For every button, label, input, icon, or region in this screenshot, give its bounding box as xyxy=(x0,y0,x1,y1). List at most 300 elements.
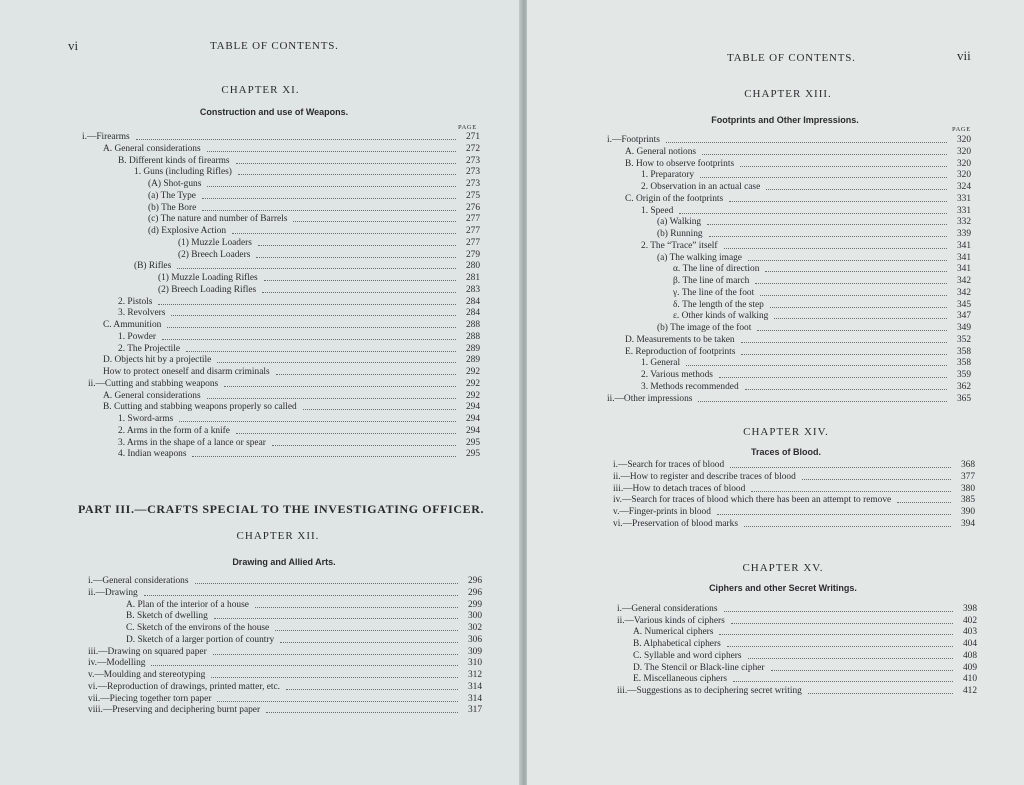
dot-leader xyxy=(167,327,456,328)
dot-leader xyxy=(679,213,947,214)
toc-entry-page: 410 xyxy=(962,674,977,685)
dot-leader xyxy=(202,198,456,199)
dot-leader xyxy=(724,248,947,249)
toc-entry-label: B. Alphabetical ciphers xyxy=(633,639,721,650)
toc-entry xyxy=(118,426,480,437)
dot-leader xyxy=(808,693,953,694)
toc-entry xyxy=(126,611,482,622)
toc-entry xyxy=(613,472,975,483)
toc-entry xyxy=(613,484,975,495)
toc-entry-page: 283 xyxy=(465,284,480,295)
toc-entry-label: ii.—Other impressions xyxy=(607,393,693,404)
toc-entry xyxy=(641,170,971,181)
toc-entry xyxy=(118,308,480,319)
toc-entry xyxy=(625,194,971,205)
toc-entry xyxy=(88,379,480,390)
toc-entry-label: 1. Preparatory xyxy=(641,170,695,181)
toc-entry-page: 299 xyxy=(467,599,482,610)
toc-entry-page: 314 xyxy=(467,693,482,704)
toc-entry-page: 302 xyxy=(467,623,482,633)
toc-entry-label: ii.—How to register and describe traces of blood xyxy=(613,471,796,482)
dot-leader xyxy=(158,304,456,305)
toc-entry-label: A. Plan of the interior of a house xyxy=(126,599,249,610)
dot-leader xyxy=(266,712,458,713)
toc-entry-page: 403 xyxy=(962,627,977,638)
toc-entry-label: A. General notions xyxy=(625,146,697,157)
toc-entry-label: E. Reproduction of footprints xyxy=(625,346,736,357)
toc-entry-page: 341 xyxy=(956,240,971,251)
toc-entry xyxy=(673,288,971,299)
toc-entry-page: 332 xyxy=(956,217,971,228)
toc-entry-label: (a) The Type xyxy=(148,190,196,201)
chapter-xi-title: Construction and use of Weapons. xyxy=(199,107,349,117)
chapter-xv-heading: CHAPTER XV. xyxy=(742,562,824,574)
toc-entry xyxy=(118,156,480,167)
toc-entry-page: 292 xyxy=(465,390,480,401)
toc-entry xyxy=(657,229,971,240)
toc-entry-label: 3. Arms in the shape of a lance or spear xyxy=(118,437,266,448)
toc-entry xyxy=(613,519,975,530)
toc-entry-page: 349 xyxy=(956,323,971,333)
dot-leader xyxy=(686,365,947,366)
toc-entry-page: 317 xyxy=(467,705,482,716)
toc-entry-page: 292 xyxy=(465,367,480,377)
right-page xyxy=(527,0,1024,785)
dot-leader xyxy=(179,421,456,422)
toc-entry-page: 408 xyxy=(962,650,977,661)
toc-entry-page: 294 xyxy=(465,425,480,436)
toc-entry xyxy=(148,191,480,202)
dot-leader xyxy=(224,386,456,387)
toc-entry xyxy=(657,253,971,264)
dot-leader xyxy=(195,583,459,584)
toc-entry-page: 277 xyxy=(465,226,480,236)
dot-leader xyxy=(207,398,456,399)
toc-entry-label: 1. Powder xyxy=(118,331,157,342)
toc-entry-label: D. Sketch of a larger portion of country xyxy=(126,634,275,645)
part-iii-heading: PART III.—CRAFTS SPECIAL TO THE INVESTIGATING OFFICER. xyxy=(78,502,485,516)
dot-leader xyxy=(774,318,947,319)
toc-entry-label: A. Numerical ciphers xyxy=(633,627,714,638)
toc-entry-label: γ. The line of the foot xyxy=(673,287,755,298)
toc-entry xyxy=(178,238,480,249)
chapter-xii-heading: CHAPTER XII. xyxy=(236,530,320,542)
toc-entry-page: 277 xyxy=(465,237,480,248)
toc-entry-page: 385 xyxy=(960,495,975,506)
toc-entry-page: 341 xyxy=(956,252,971,263)
dot-leader xyxy=(258,245,456,246)
toc-entry-page: 295 xyxy=(465,449,480,460)
toc-entry xyxy=(641,370,971,381)
toc-entry xyxy=(88,670,482,681)
dot-leader xyxy=(765,271,947,272)
dot-leader xyxy=(740,166,947,167)
toc-entry xyxy=(118,297,480,308)
toc-entry xyxy=(607,394,971,405)
toc-entry xyxy=(148,214,480,225)
dot-leader xyxy=(286,689,458,690)
toc-entry xyxy=(641,382,971,393)
dot-leader xyxy=(213,654,458,655)
toc-entry-page: 365 xyxy=(956,393,971,404)
dot-leader xyxy=(897,502,951,503)
toc-entry xyxy=(607,135,971,146)
toc-entry-page: 358 xyxy=(956,358,971,369)
toc-entry xyxy=(158,285,480,296)
toc-entry-label: B. Cutting and stabbing weapons properly so called xyxy=(103,402,297,413)
dot-leader xyxy=(232,233,456,234)
dot-leader xyxy=(757,330,947,331)
dot-leader xyxy=(177,268,456,269)
toc-entry xyxy=(158,273,480,284)
toc-entry-page: 320 xyxy=(956,158,971,169)
toc-entry-label: 1. Speed xyxy=(641,205,674,216)
toc-entry-page: 359 xyxy=(956,370,971,380)
dot-leader xyxy=(702,154,947,155)
toc-entry xyxy=(103,391,480,402)
toc-entry-page: 273 xyxy=(465,179,480,189)
dot-leader xyxy=(717,514,951,515)
toc-entry xyxy=(118,414,480,425)
dot-leader xyxy=(171,315,456,316)
toc-entry-page: 295 xyxy=(465,437,480,448)
toc-entry xyxy=(617,686,977,697)
dot-leader xyxy=(748,658,953,659)
dot-leader xyxy=(727,646,953,647)
toc-entry-page: 320 xyxy=(956,135,971,145)
toc-entry-label: 1. Sword-arms xyxy=(118,414,174,424)
dot-leader xyxy=(136,139,456,140)
dot-leader xyxy=(755,283,947,284)
toc-entry-page: 294 xyxy=(465,414,480,424)
toc-entry-label: (A) Shot-guns xyxy=(148,179,202,189)
dot-leader xyxy=(207,151,456,152)
toc-entry-page: 289 xyxy=(465,343,480,354)
toc-entry xyxy=(625,347,971,358)
toc-entry-page: 331 xyxy=(956,205,971,216)
toc-entry-label: B. Different kinds of firearms xyxy=(118,155,230,166)
toc-entry-label: (1) Muzzle Loading Rifles xyxy=(158,273,258,283)
toc-entry-label: 1. Guns (including Rifles) xyxy=(134,167,232,178)
toc-entry xyxy=(134,261,480,272)
toc-entry-page: 394 xyxy=(960,519,975,529)
chapter-xiv-heading: CHAPTER XIV. xyxy=(743,426,829,438)
toc-entry xyxy=(103,367,480,378)
toc-entry-label: ii.—Cutting and stabbing weapons xyxy=(88,378,219,389)
dot-leader xyxy=(751,491,951,492)
toc-entry-label: 2. Various methods xyxy=(641,370,713,380)
toc-entry-page: 398 xyxy=(962,604,977,614)
dot-leader xyxy=(741,342,947,343)
right-folio: vii xyxy=(957,48,971,63)
toc-entry-label: 2. The “Trace” itself xyxy=(641,240,718,251)
dot-leader xyxy=(741,354,947,355)
dot-leader xyxy=(729,201,947,202)
toc-entry-page: 339 xyxy=(956,229,971,239)
toc-entry xyxy=(88,647,482,658)
dot-leader xyxy=(264,280,456,281)
toc-entry-label: B. Sketch of dwelling xyxy=(126,611,208,622)
chapter-xi-heading: CHAPTER XI. xyxy=(221,84,300,96)
toc-entry-label: ii.—Drawing xyxy=(88,587,138,598)
toc-entry-label: D. The Stencil or Black-line cipher xyxy=(633,662,765,673)
toc-entry-label: C. Origin of the footprints xyxy=(625,193,724,204)
toc-entry-page: 306 xyxy=(467,634,482,645)
dot-leader xyxy=(275,630,458,631)
toc-entry-label: (b) Running xyxy=(657,229,703,239)
toc-entry-label: (2) Breech Loaders xyxy=(178,249,251,260)
toc-entry xyxy=(82,132,480,143)
left-running-head: TABLE OF CONTENTS. xyxy=(210,40,339,52)
dot-leader xyxy=(276,374,456,375)
chapter-xii-title: Drawing and Allied Arts. xyxy=(232,557,336,567)
toc-entry-page: 296 xyxy=(467,587,482,598)
toc-entry-label: 3. Methods recommended xyxy=(641,381,739,392)
toc-entry xyxy=(673,276,971,287)
toc-entry-page: 345 xyxy=(956,299,971,310)
toc-entry-label: α. The line of direction xyxy=(673,264,760,275)
toc-entry xyxy=(134,167,480,178)
toc-entry-page: 409 xyxy=(962,662,977,673)
toc-entry xyxy=(633,674,977,685)
toc-entry-label: 2. The Projectile xyxy=(118,343,181,354)
toc-entry-label: How to protect oneself and disarm criminals xyxy=(103,367,270,377)
toc-entry xyxy=(673,300,971,311)
toc-entry-page: 324 xyxy=(956,182,971,192)
toc-entry xyxy=(126,635,482,646)
toc-entry-label: iii.—Drawing on squared paper xyxy=(88,646,207,657)
toc-entry xyxy=(633,639,977,650)
toc-entry-page: 289 xyxy=(465,355,480,366)
toc-entry xyxy=(613,460,975,471)
toc-entry xyxy=(88,658,482,669)
toc-entry-label: (2) Breech Loading Rifles xyxy=(158,284,257,295)
toc-entry-page: 380 xyxy=(960,483,975,494)
dot-leader xyxy=(303,409,456,410)
toc-entry-label: (a) The walking image xyxy=(657,252,742,263)
toc-entry-label: (c) The nature and number of Barrels xyxy=(148,214,288,225)
toc-entry-page: 352 xyxy=(956,334,971,345)
toc-entry-page: 296 xyxy=(467,576,482,586)
dot-leader xyxy=(770,307,947,308)
dot-leader xyxy=(217,701,458,702)
dot-leader xyxy=(151,665,458,666)
toc-entry-label: D. Objects hit by a projectile xyxy=(103,355,212,366)
dot-leader xyxy=(144,595,458,596)
toc-entry xyxy=(103,320,480,331)
toc-entry-page: 276 xyxy=(465,202,480,213)
toc-entry-label: (b) The Bore xyxy=(148,202,197,213)
toc-entry-page: 300 xyxy=(467,611,482,622)
toc-entry xyxy=(641,241,971,252)
toc-entry xyxy=(657,217,971,228)
toc-entry xyxy=(673,264,971,275)
toc-entry-label: i.—General considerations xyxy=(617,604,718,614)
toc-entry-page: 320 xyxy=(956,146,971,157)
toc-entry-label: ii.—Various kinds of ciphers xyxy=(617,615,725,626)
toc-entry-page: 309 xyxy=(467,646,482,657)
toc-entry-label: C. Syllable and word ciphers xyxy=(633,650,742,661)
toc-entry-label: δ. The length of the step xyxy=(673,299,764,310)
toc-entry-page: 279 xyxy=(465,249,480,260)
toc-entry-label: D. Measurements to be taken xyxy=(625,334,735,345)
toc-entry-page: 284 xyxy=(465,308,480,319)
chapter-xiii-title: Footprints and Other Impressions. xyxy=(711,115,859,125)
dot-leader xyxy=(262,292,456,293)
dot-leader xyxy=(280,642,458,643)
dot-leader xyxy=(202,210,456,211)
toc-entry xyxy=(657,323,971,334)
toc-entry-label: 2. Arms in the form of a knife xyxy=(118,425,230,436)
toc-entry xyxy=(641,206,971,217)
toc-entry-label: vii.—Piecing together torn paper xyxy=(88,693,212,704)
toc-entry xyxy=(641,182,971,193)
right-page-column-header: PAGE xyxy=(952,126,971,133)
left-page-column-header: PAGE xyxy=(458,124,477,131)
chapter-xv-title: Ciphers and other Secret Writings. xyxy=(709,583,857,593)
dot-leader xyxy=(707,224,947,225)
toc-entry xyxy=(613,495,975,506)
toc-entry xyxy=(633,663,977,674)
dot-leader xyxy=(733,681,953,682)
toc-entry xyxy=(103,355,480,366)
toc-entry xyxy=(88,682,482,693)
toc-entry-label: C. Sketch of the environs of the house xyxy=(126,623,270,633)
toc-entry xyxy=(673,311,971,322)
toc-entry-label: 3. Revolvers xyxy=(118,308,166,319)
dot-leader xyxy=(745,389,947,390)
dot-leader xyxy=(255,607,458,608)
dot-leader xyxy=(760,295,947,296)
toc-entry xyxy=(633,651,977,662)
toc-entry xyxy=(88,576,482,587)
toc-entry-label: 2. Observation in an actual case xyxy=(641,182,761,192)
toc-entry-label: (B) Rifles xyxy=(134,261,172,272)
dot-leader xyxy=(236,433,456,434)
toc-entry-label: vi.—Preservation of blood marks xyxy=(613,519,738,529)
toc-entry-label: A. General considerations xyxy=(103,390,201,401)
toc-entry xyxy=(118,332,480,343)
dot-leader xyxy=(802,479,951,480)
dot-leader xyxy=(771,670,953,671)
dot-leader xyxy=(186,351,456,352)
toc-entry-label: (d) Explosive Action xyxy=(148,226,227,236)
dot-leader xyxy=(709,236,947,237)
toc-entry xyxy=(148,203,480,214)
toc-entry-label: A. General considerations xyxy=(103,143,201,154)
dot-leader xyxy=(162,339,456,340)
toc-entry-label: iii.—How to detach traces of blood xyxy=(613,483,746,494)
toc-entry-page: 320 xyxy=(956,170,971,181)
toc-entry-label: v.—Moulding and stereotyping xyxy=(88,670,206,680)
toc-entry-page: 281 xyxy=(465,273,480,283)
toc-entry-page: 341 xyxy=(956,264,971,275)
dot-leader xyxy=(238,174,456,175)
dot-leader xyxy=(211,677,458,678)
dot-leader xyxy=(724,611,954,612)
toc-entry xyxy=(148,179,480,190)
dot-leader xyxy=(719,377,947,378)
toc-entry xyxy=(103,144,480,155)
toc-entry-label: 1. General xyxy=(641,358,681,369)
toc-entry-label: iv.—Modelling xyxy=(88,658,146,669)
toc-entry xyxy=(641,358,971,369)
toc-entry-label: 4. Indian weapons xyxy=(118,449,187,460)
dot-leader xyxy=(293,221,456,222)
toc-entry-label: v.—Finger-prints in blood xyxy=(613,507,711,518)
toc-entry xyxy=(126,600,482,611)
toc-entry-label: (a) Walking xyxy=(657,217,702,228)
toc-entry-label: C. Ammunition xyxy=(103,320,162,330)
toc-entry-page: 314 xyxy=(467,681,482,692)
left-folio: vi xyxy=(68,38,79,53)
toc-entry-label: 2. Pistols xyxy=(118,296,153,307)
toc-entry-page: 273 xyxy=(465,167,480,178)
toc-entry-page: 294 xyxy=(465,402,480,413)
toc-entry-page: 362 xyxy=(956,381,971,392)
toc-entry-label: ε. Other kinds of walking xyxy=(673,311,769,322)
toc-entry-page: 292 xyxy=(465,378,480,389)
chapter-xiv-title: Traces of Blood. xyxy=(750,447,821,457)
toc-entry xyxy=(613,507,975,518)
dot-leader xyxy=(730,467,951,468)
toc-entry-label: viii.—Preserving and deciphering burnt paper xyxy=(88,705,261,716)
toc-entry-page: 347 xyxy=(956,311,971,322)
toc-entry-page: 402 xyxy=(962,615,977,626)
toc-entry-page: 288 xyxy=(465,320,480,330)
toc-entry xyxy=(633,627,977,638)
toc-entry xyxy=(118,344,480,355)
toc-entry-label: (b) The image of the foot xyxy=(657,323,752,333)
toc-entry-label: B. How to observe footprints xyxy=(625,158,735,169)
toc-entry-page: 272 xyxy=(465,143,480,154)
toc-entry-page: 271 xyxy=(465,132,480,142)
toc-entry xyxy=(88,694,482,705)
dot-leader xyxy=(766,189,947,190)
dot-leader xyxy=(666,142,947,143)
toc-entry-page: 310 xyxy=(467,658,482,669)
dot-leader xyxy=(256,257,456,258)
toc-entry xyxy=(126,623,482,634)
toc-entry xyxy=(88,705,482,716)
toc-entry-label: E. Miscellaneous ciphers xyxy=(633,674,727,685)
toc-entry-page: 368 xyxy=(960,460,975,470)
toc-entry-label: (1) Muzzle Loaders xyxy=(178,237,252,248)
toc-entry xyxy=(625,159,971,170)
dot-leader xyxy=(272,445,456,446)
toc-entry xyxy=(178,250,480,261)
dot-leader xyxy=(236,163,456,164)
toc-entry xyxy=(148,226,480,237)
toc-entry-label: i.—Footprints xyxy=(607,135,660,145)
toc-entry-page: 277 xyxy=(465,214,480,225)
toc-entry-page: 280 xyxy=(465,261,480,272)
dot-leader xyxy=(719,634,953,635)
dot-leader xyxy=(217,362,456,363)
toc-entry-page: 358 xyxy=(956,346,971,357)
toc-entry-page: 312 xyxy=(467,670,482,680)
chapter-xiii-heading: CHAPTER XIII. xyxy=(744,88,832,100)
toc-entry-page: 342 xyxy=(956,276,971,286)
toc-entry-page: 288 xyxy=(465,331,480,342)
toc-entry-label: iv.—Search for traces of blood which there has been an attempt to remove xyxy=(613,495,892,506)
toc-entry-label: i.—Search for traces of blood xyxy=(613,460,725,470)
toc-entry-label: i.—General considerations xyxy=(88,576,189,586)
right-running-head: TABLE OF CONTENTS. xyxy=(727,52,856,64)
toc-entry xyxy=(88,588,482,599)
toc-entry xyxy=(625,335,971,346)
toc-entry xyxy=(103,402,480,413)
